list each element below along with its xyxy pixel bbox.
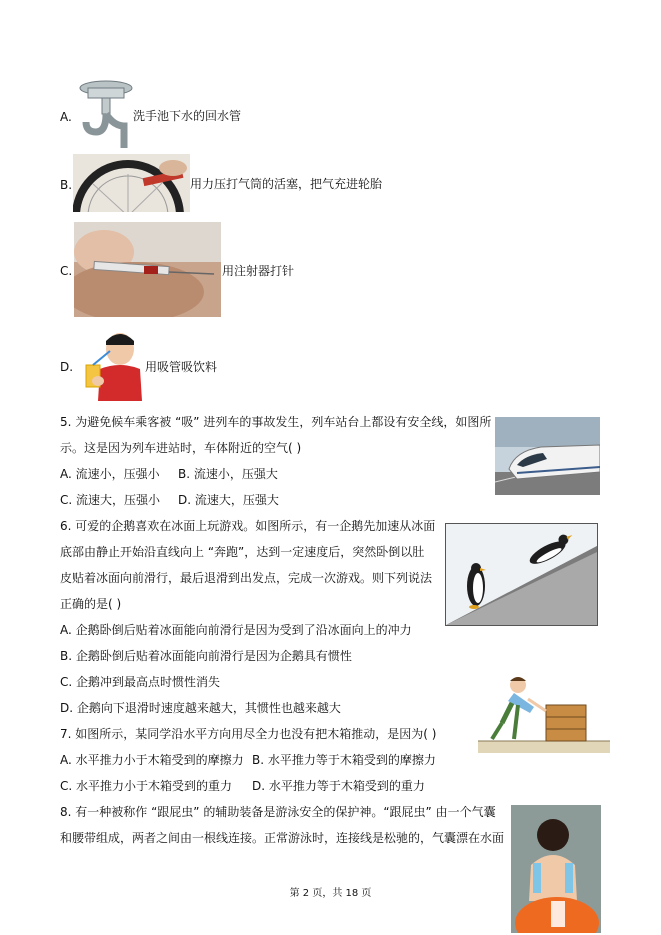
sink-drain-pipe-image [78,80,134,150]
page-footer: 第 2 页，共 18 页 [289,888,372,899]
option-text: 用力压打气筒的活塞，把气充进轮胎 [190,177,383,191]
question-stem: 皮贴着冰面向前滑行，最后退滑到出发点，完成一次游戏。则下列说法 [60,571,433,585]
option-a: A. 企鹅卧倒后贴着冰面能向前滑行是因为受到了沿冰面向上的冲力 [60,623,412,637]
option-a: A. 水平推力小于木箱受到的摩擦力 [60,753,244,767]
question-stem: 7. 如图所示，某同学沿水平方向用尽全力也没有把木箱推动，是因为( ) [60,727,437,741]
question-stem: 5. 为避免候车乘客被 “吸” 进列车的事故发生，列车站台上都设有安全线，如图所 [60,415,492,429]
swim-float-buoy-image [511,805,601,933]
option-letter: B. [60,178,73,192]
question-stem: 6. 可爱的企鹅喜欢在冰面上玩游戏。如图所示，有一企鹅先加速从冰面 [60,519,436,533]
option-d: D. 流速大，压强大 [178,493,279,507]
question-stem: 和腰带组成，两者之间由一根线连接。正常游泳时，连接线是松驰的，气囊漂在水面 [60,831,505,845]
high-speed-train-image [495,417,600,495]
option-c: C. 水平推力小于木箱受到的重力 [60,779,233,793]
option-d: D. 企鹅向下退滑时速度越来越大，其惯性也越来越大 [60,701,341,715]
option-letter: D. [60,360,74,374]
question-stem: 8. 有一种被称作 “跟屁虫” 的辅助装备是游泳安全的保护神。“跟屁虫” 由一个气囊 [60,805,496,819]
option-text: 用注射器打针 [222,264,295,278]
penguin-ice-slope-image [445,523,598,626]
option-letter: C. [60,264,73,278]
boy-pushing-box-image [478,675,610,753]
option-c: C. 企鹅冲到最高点时惯性消失 [60,675,221,689]
option-text: 用吸管吸饮料 [145,360,218,374]
option-b: B. 流速小，压强大 [178,467,278,481]
standing-penguin [467,563,486,609]
child-drinking-straw-image [78,329,145,401]
tire-pump-image [73,154,190,212]
option-b: B. 企鹅卧倒后贴着冰面能向前滑行是因为企鹅具有惯性 [60,649,352,663]
option-c: C. 流速大，压强小 [60,493,161,507]
option-a: A. 流速小，压强小 [60,467,160,481]
option-b: B. 水平推力等于木箱受到的摩擦力 [252,753,436,767]
option-d: D. 水平推力等于木箱受到的重力 [252,779,425,793]
syringe-injection-image [74,222,221,317]
question-stem: 示。这是因为列车进站时，车体附近的空气( ) [60,441,302,455]
option-text: 洗手池下水的回水管 [133,109,242,123]
question-stem: 正确的是( ) [60,597,122,611]
question-stem: 底部由静止开始沿直线向上 “奔跑”，达到一定速度后，突然卧倒以肚 [60,545,425,559]
option-letter: A. [60,110,72,124]
